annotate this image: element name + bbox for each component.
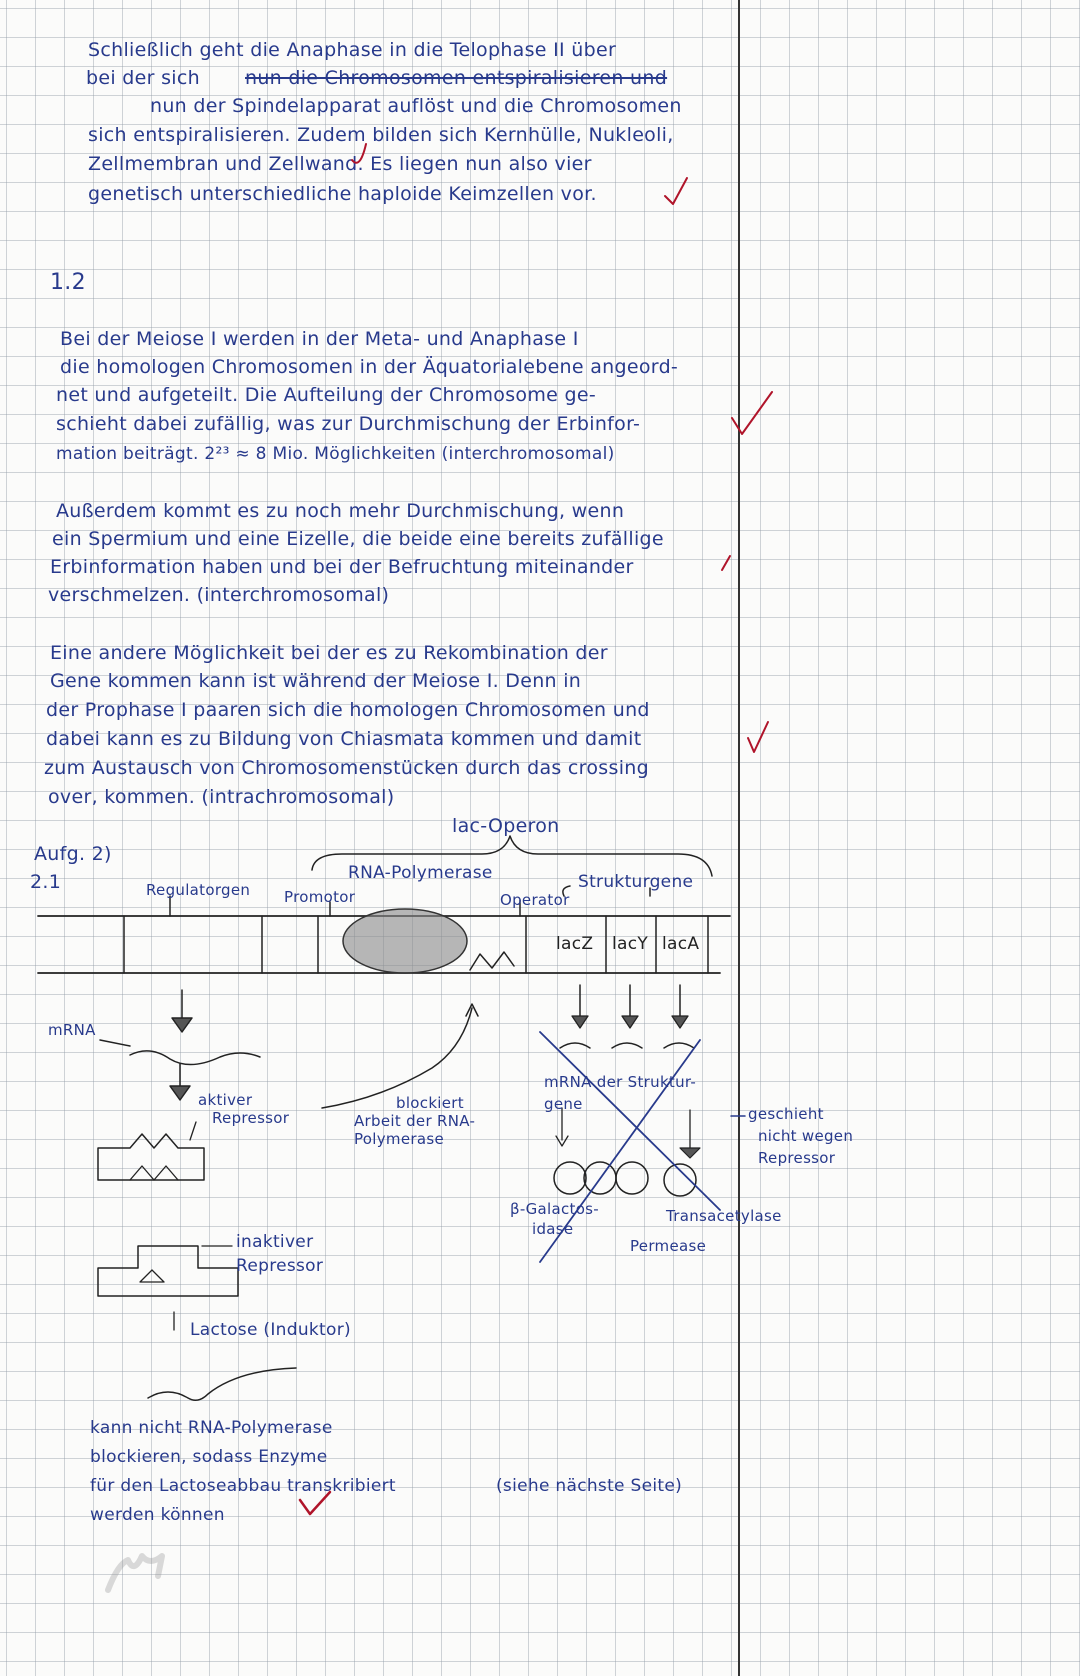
text-line: Schließlich geht die Anaphase in die Telophase II über	[88, 39, 617, 61]
rna-polymerase-shape	[343, 909, 467, 973]
curved-arrow	[322, 1008, 472, 1108]
strukturgene-label: Strukturgene	[578, 872, 694, 892]
lac-operon-label: lac-Operon	[452, 815, 560, 837]
mrna-label: mRNA	[48, 1021, 96, 1039]
gene-lacz: lacZ	[556, 934, 594, 954]
aktiver-repressor-label: aktiver Repressor	[198, 1091, 290, 1127]
check-mark	[352, 144, 366, 163]
text-line: bei der sich	[86, 67, 200, 89]
repressor-on-operator	[470, 952, 514, 970]
text-line: Eine andere Möglichkeit bei der es zu Rekombination der	[50, 642, 608, 664]
enzyme-circle	[616, 1162, 648, 1194]
text-line: ein Spermium und eine Eizelle, die beide eine bereits zufällige	[52, 528, 664, 550]
text-line: mation beiträgt. 2²³ ≈ 8 Mio. Möglichkeiten (interchromosomal)	[56, 444, 615, 464]
check-mark	[732, 392, 772, 434]
geschieht-label: geschieht nicht wegen Repressor	[748, 1105, 854, 1167]
text-line: der Prophase I paaren sich die homologen Chromosomen und	[46, 699, 650, 721]
text-line: Gene kommen kann ist während der Meiose I. Denn in	[50, 670, 582, 692]
sub-label: 2.1	[30, 871, 62, 893]
text-line: sich entspiralisieren. Zudem bilden sich Kernhülle, Nukleoli,	[88, 124, 674, 146]
text-line: Außerdem kommt es zu noch mehr Durchmischung, wenn	[56, 500, 625, 522]
text-line: zum Austausch von Chromosomenstücken durch das crossing	[44, 757, 649, 779]
mrna-strand	[148, 1368, 296, 1400]
gene-lacy: lacY	[612, 934, 649, 954]
text-line: die homologen Chromosomen in der Äquatorialebene angeord-	[60, 356, 679, 378]
text-line: genetisch unterschiedliche haploide Keimzellen vor.	[88, 183, 597, 205]
text-line: net und aufgeteilt. Die Aufteilung der Chromosome ge-	[56, 384, 596, 406]
permease-label: Permease	[630, 1237, 707, 1255]
struck-text: nun die Chromosomen entspiralisieren und	[245, 67, 668, 89]
next-page-note: (siehe nächste Seite)	[496, 1476, 683, 1496]
regulatorgen-label: Regulatorgen	[146, 881, 251, 899]
transacetylase-label: Transacetylase	[666, 1207, 782, 1225]
mrna-strand	[130, 1051, 260, 1065]
text-line: schieht dabei zufällig, was zur Durchmischung der Erbinfor-	[56, 413, 641, 435]
enzyme-circle	[554, 1162, 586, 1194]
text-line: over, kommen. (intrachromosomal)	[48, 786, 395, 808]
text-line: verschmelzen. (interchromosomal)	[48, 584, 390, 606]
lactose-label: Lactose (Induktor)	[190, 1320, 351, 1340]
text-line: dabei kann es zu Bildung von Chiasmata kommen und damit	[46, 728, 642, 750]
text-line: Bei der Meiose I werden in der Meta- und Anaphase I	[60, 328, 579, 350]
blockiert-label: blockiert Arbeit der RNA- Polymerase	[354, 1094, 476, 1148]
task-label: Aufg. 2)	[34, 843, 112, 865]
text-line: Erbinformation haben und bei der Befruchtung miteinander	[50, 556, 634, 578]
gene-laca: lacA	[662, 934, 700, 954]
inactive-repressor-shape	[98, 1246, 238, 1296]
check-mark	[748, 722, 768, 752]
promotor-label: Promotor	[284, 888, 356, 906]
active-repressor-shape	[98, 1134, 204, 1180]
mrna-strukturgene-label: mRNA der Struktur- gene	[544, 1073, 697, 1113]
galactosidase-label: β-Galactos- idase	[510, 1200, 599, 1238]
enzyme-circle	[664, 1164, 696, 1196]
cross-out	[540, 1032, 720, 1210]
rna-polymerase-label: RNA-Polymerase	[348, 863, 493, 883]
inaktiver-repressor-label: inaktiver Repressor	[236, 1232, 324, 1276]
check-mark	[722, 556, 730, 570]
text-line: Zellmembran und Zellwand. Es liegen nun also vier	[88, 153, 592, 175]
text-line: nun der Spindelapparat auflöst und die Chromosomen	[150, 95, 682, 117]
operator-label: Operator	[500, 891, 570, 909]
section-number: 1.2	[50, 270, 86, 295]
conclusion-text: kann nicht RNA-Polymerase blockieren, sodass Enzyme für den Lactoseabbau transkribiert werden können	[90, 1418, 396, 1525]
check-mark	[665, 178, 687, 204]
